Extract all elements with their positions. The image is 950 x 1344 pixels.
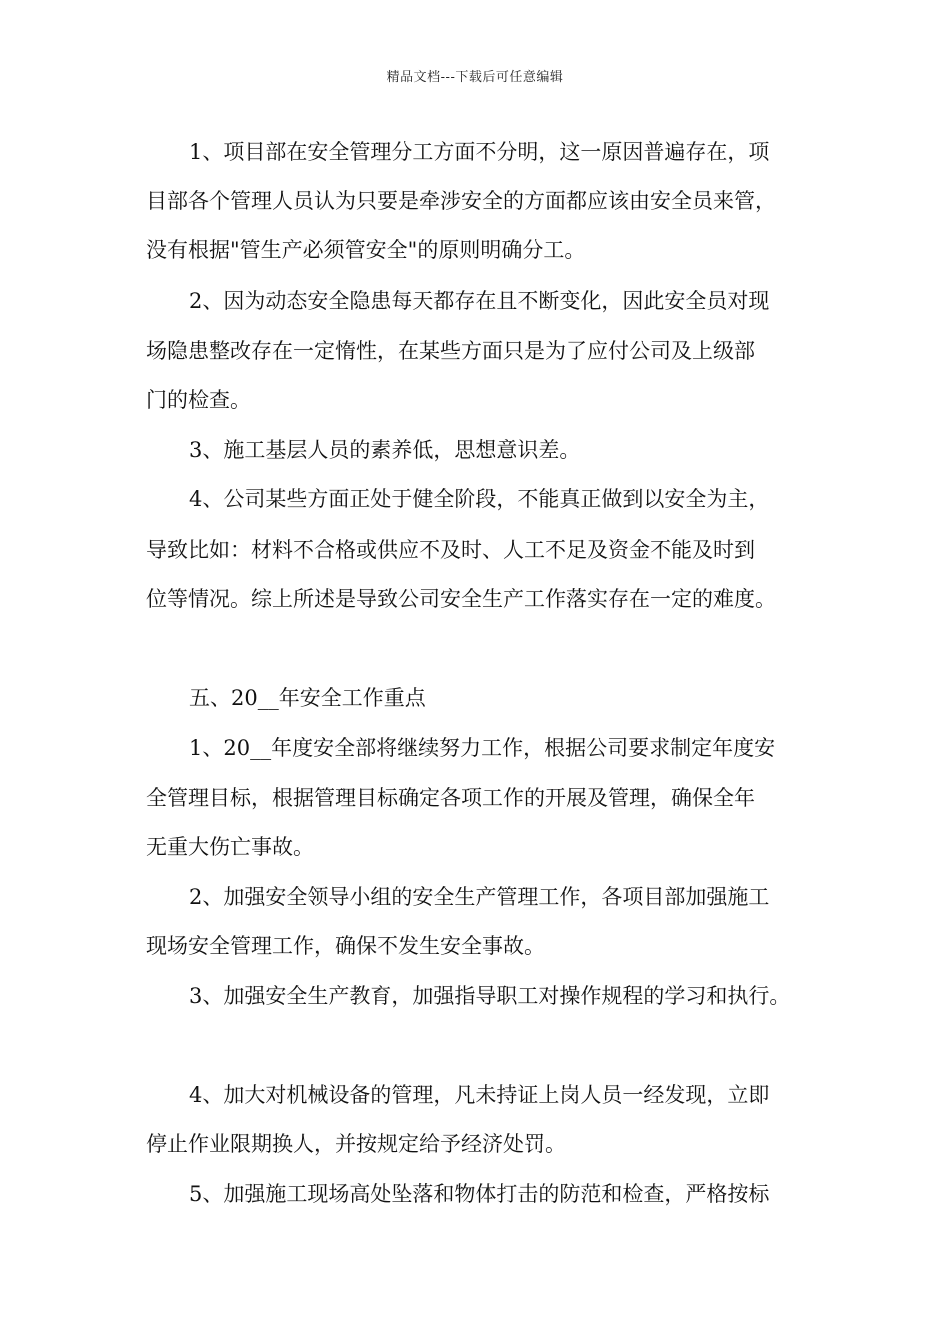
page-header: 精品文档---下载后可任意编辑 [386, 70, 564, 85]
paragraph-line: 无重大伤亡事故。 [146, 835, 314, 859]
paragraph-line: 场隐患整改存在一定惰性，在某些方面只是为了应付公司及上级部 [146, 339, 755, 363]
paragraph-line: 位等情况。综上所述是导致公司安全生产工作落实存在一定的难度。 [146, 587, 776, 611]
paragraph-line: 2、因为动态安全隐患每天都存在且不断变化，因此安全员对现 [189, 289, 770, 313]
paragraph-line: 2、加强安全领导小组的安全生产管理工作，各项目部加强施工 [189, 885, 770, 909]
paragraph-line: 3、施工基层人员的素养低，思想意识差。 [189, 438, 581, 462]
paragraph-line: 5、加强施工现场高处坠落和物体打击的防范和检查，严格按标 [189, 1182, 770, 1206]
paragraph-line: 1、项目部在安全管理分工方面不分明，这一原因普遍存在，项 [189, 140, 770, 164]
section-heading: 五、20__年安全工作重点 [189, 686, 426, 710]
paragraph-line: 停止作业限期换人，并按规定给予经济处罚。 [146, 1132, 566, 1156]
paragraph-line: 门的检查。 [146, 388, 251, 412]
paragraph-line: 4、加大对机械设备的管理，凡未持证上岗人员一经发现，立即 [189, 1083, 770, 1107]
paragraph-line: 现场安全管理工作，确保不发生安全事故。 [146, 934, 545, 958]
paragraph-line: 1、20__年度安全部将继续努力工作，根据公司要求制定年度安 [189, 736, 776, 760]
paragraph-line: 目部各个管理人员认为只要是牵涉安全的方面都应该由安全员来管， [146, 189, 776, 213]
paragraph-line: 4、公司某些方面正处于健全阶段，不能真正做到以安全为主， [189, 487, 770, 511]
paragraph-line: 3、加强安全生产教育，加强指导职工对操作规程的学习和执行。 [189, 984, 791, 1008]
paragraph-line: 导致比如：材料不合格或供应不及时、人工不足及资金不能及时到 [146, 538, 755, 562]
paragraph-line: 全管理目标，根据管理目标确定各项工作的开展及管理，确保全年 [146, 786, 755, 810]
paragraph-line: 没有根据"管生产必须管安全"的原则明确分工。 [146, 238, 586, 262]
